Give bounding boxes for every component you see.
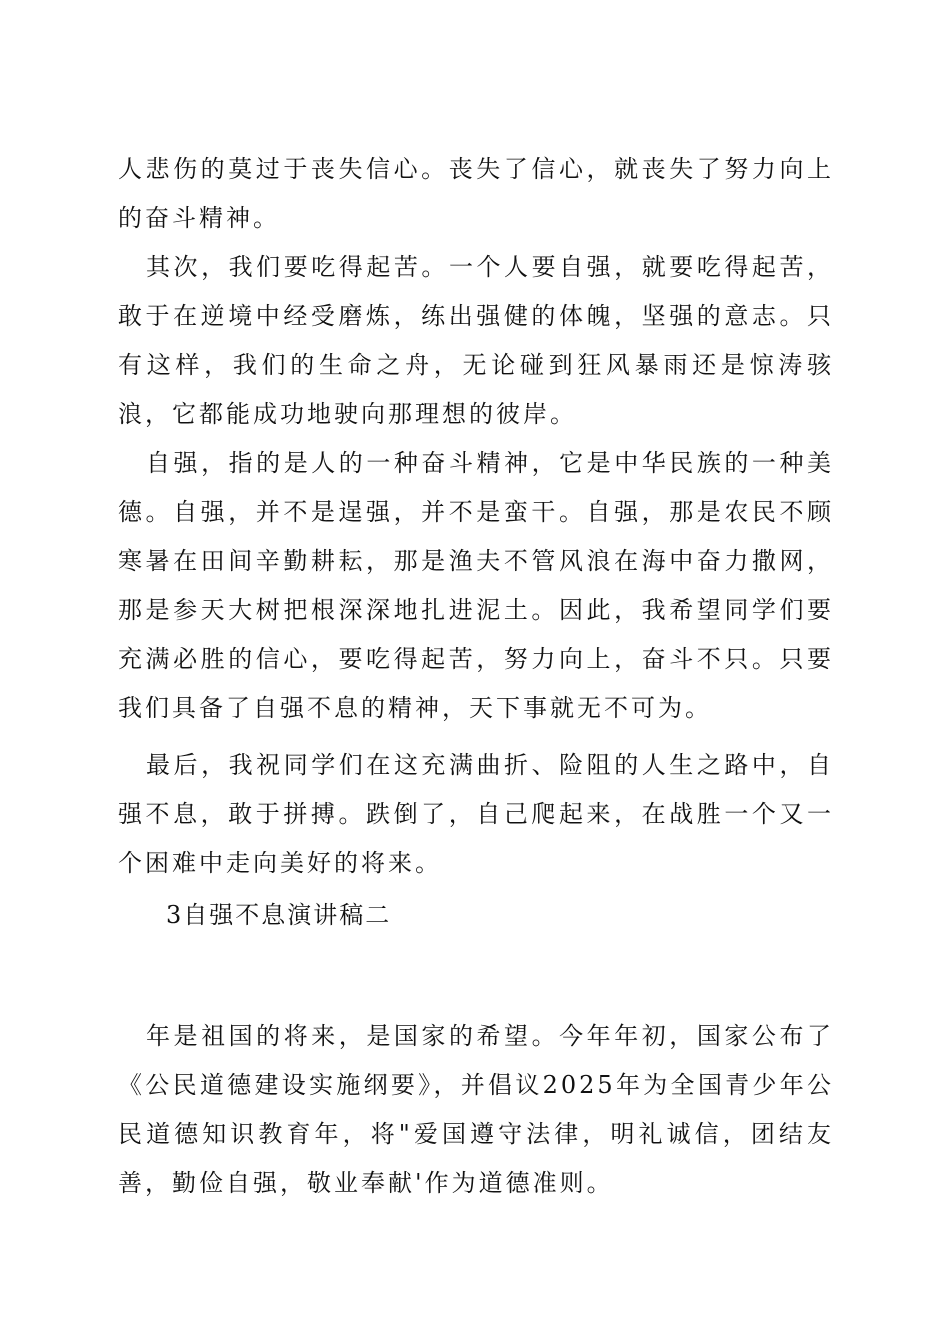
paragraph-second-speech: 年是祖国的将来，是国家的希望。今年年初，国家公布了《公民道德建设实施纲要》，并倡议2025年为全国青少年公民道德知识教育年，将"爱国遵守法律，明礼诚信，团结友善，勤俭自强，敬业奉献'作为道德准则。 [118,1022,834,1197]
paragraph-closing-wish: 最后，我祝同学们在这充满曲折、险阻的人生之路中，自强不息，敢于拼搏。跌倒了，自己爬起来，在战胜一个又一个困难中走向美好的将来。 [118,751,834,877]
paragraph-continuation: 人悲伤的莫过于丧失信心。丧失了信心，就丧失了努力向上的奋斗精神。 [118,155,834,232]
section-heading: 3自强不息演讲稿二 [166,901,392,929]
paragraph-endure-hardship: 其次，我们要吃得起苦。一个人要自强，就要吃得起苦，敢于在逆境中经受磨炼，练出强健的体魄，坚强的意志。只有这样，我们的生命之舟，无论碰到狂风暴雨还是惊涛骇浪，它都能成功地驶向那理想的彼岸。 [118,253,834,428]
paragraph-self-reliance: 自强，指的是人的一种奋斗精神，它是中华民族的一种美德。自强，并不是逞强，并不是蛮干。自强，那是农民不顾寒暑在田间辛勤耕耘，那是渔夫不管风浪在海中奋力撒网，那是参天大树把根深深地扎进泥土。因此，我希望同学们要充满必胜的信心，要吃得起苦，努力向上，奋斗不只。只要我们具备了自强不息的精神，天下事就无不可为。 [118,449,834,722]
